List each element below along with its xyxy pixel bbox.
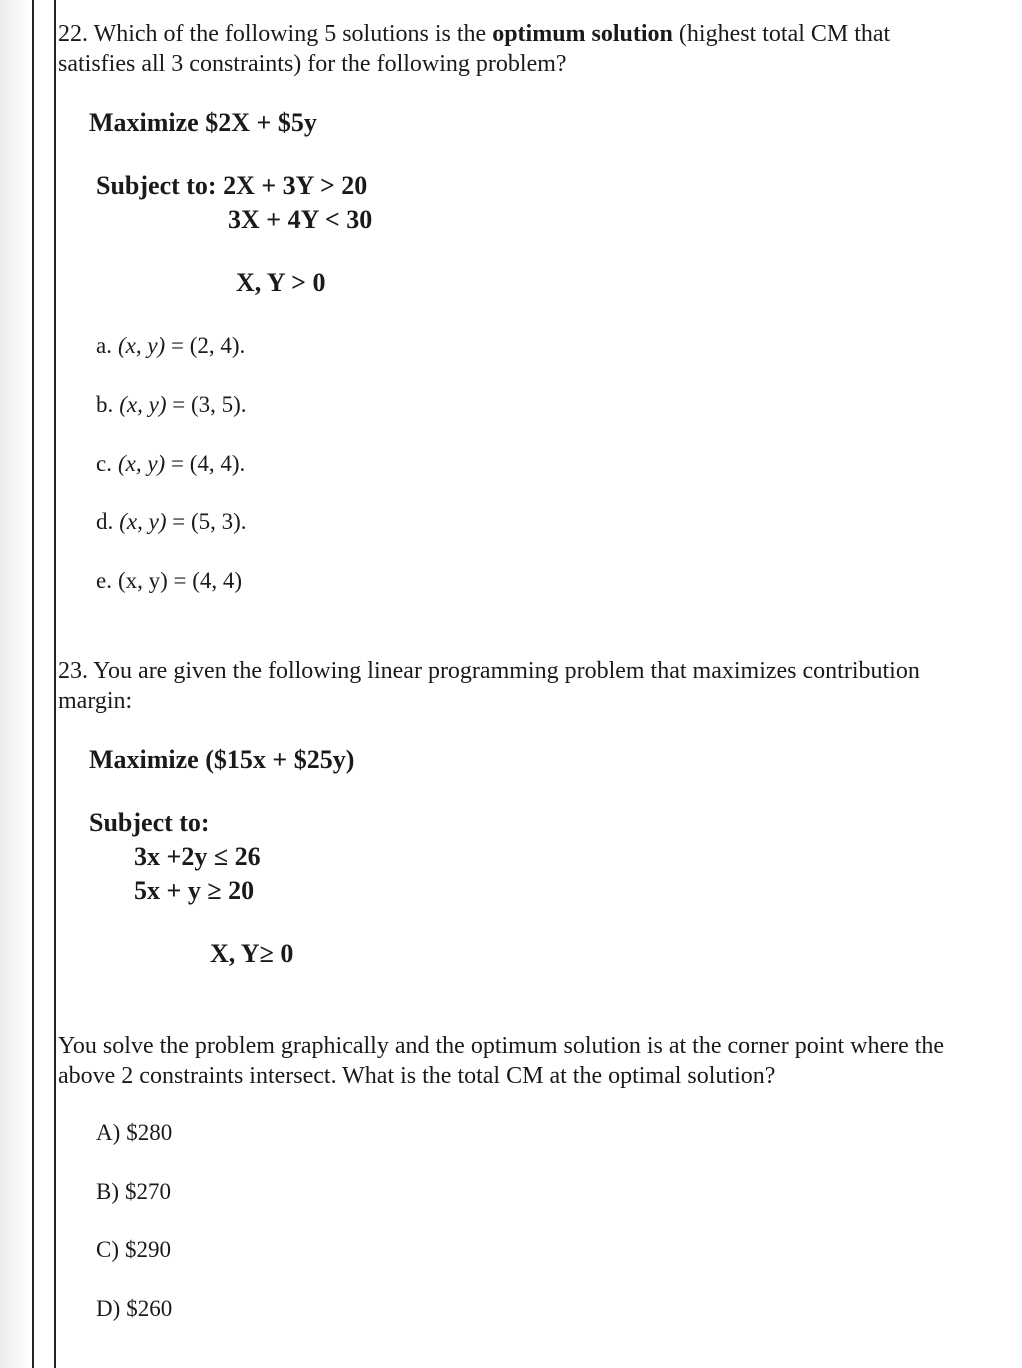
- document-page: [56, 0, 1022, 1368]
- q23-prompt-line2: margin:: [58, 688, 133, 714]
- q23-option-d[interactable]: D) $260: [96, 1296, 173, 1321]
- q23-constraint2: 5x + y ≥ 20: [134, 876, 255, 905]
- q22-text-bold: optimum solution: [492, 21, 673, 47]
- q23-option-b[interactable]: B) $270: [96, 1179, 171, 1204]
- q23-objective: Maximize ($15x + $25y): [89, 745, 355, 774]
- q22-constraint1: Subject to: 2X + 3Y > 20: [96, 171, 368, 200]
- q23-subject-to: Subject to:: [89, 808, 210, 837]
- q23-prompt-line1: 23. You are given the following linear programming problem that maximizes contribution: [58, 658, 920, 684]
- q23-constraint1: 3x +2y ≤ 26: [134, 842, 261, 871]
- left-margin-rule-outer: [32, 0, 34, 1368]
- q22-option-c[interactable]: c. (x, y) = (4, 4).: [96, 451, 246, 476]
- q22-option-a[interactable]: a. (x, y) = (2, 4).: [96, 333, 246, 358]
- q23-solve-line1: You solve the problem graphically and the optimum solution is at the corner point where the: [58, 1033, 945, 1059]
- q22-option-d[interactable]: d. (x, y) = (5, 3).: [96, 509, 247, 534]
- q22-number: 22.: [58, 21, 88, 47]
- q22-prompt-line1: [58, 19, 890, 49]
- q22-text-before: Which of the following 5 solutions is the: [93, 21, 487, 47]
- q22-text-after: (highest total CM that: [678, 21, 891, 47]
- q23-solve-line2: above 2 constraints intersect. What is the total CM at the optimal solution?: [58, 1063, 776, 1089]
- q23-option-a[interactable]: A) $280: [96, 1120, 173, 1145]
- q23-nonnegativity: X, Y≥ 0: [210, 939, 294, 968]
- q22-nonnegativity: X, Y > 0: [236, 268, 326, 297]
- q23-option-c[interactable]: C) $290: [96, 1237, 171, 1262]
- q22-option-e[interactable]: e. (x, y) = (4, 4): [96, 568, 243, 593]
- q22-prompt-line2: satisfies all 3 constraints) for the following problem?: [58, 51, 567, 77]
- q22-option-b[interactable]: b. (x, y) = (3, 5).: [96, 392, 247, 417]
- q22-constraint2: 3X + 4Y < 30: [228, 205, 373, 234]
- q22-objective: Maximize $2X + $5y: [89, 108, 317, 137]
